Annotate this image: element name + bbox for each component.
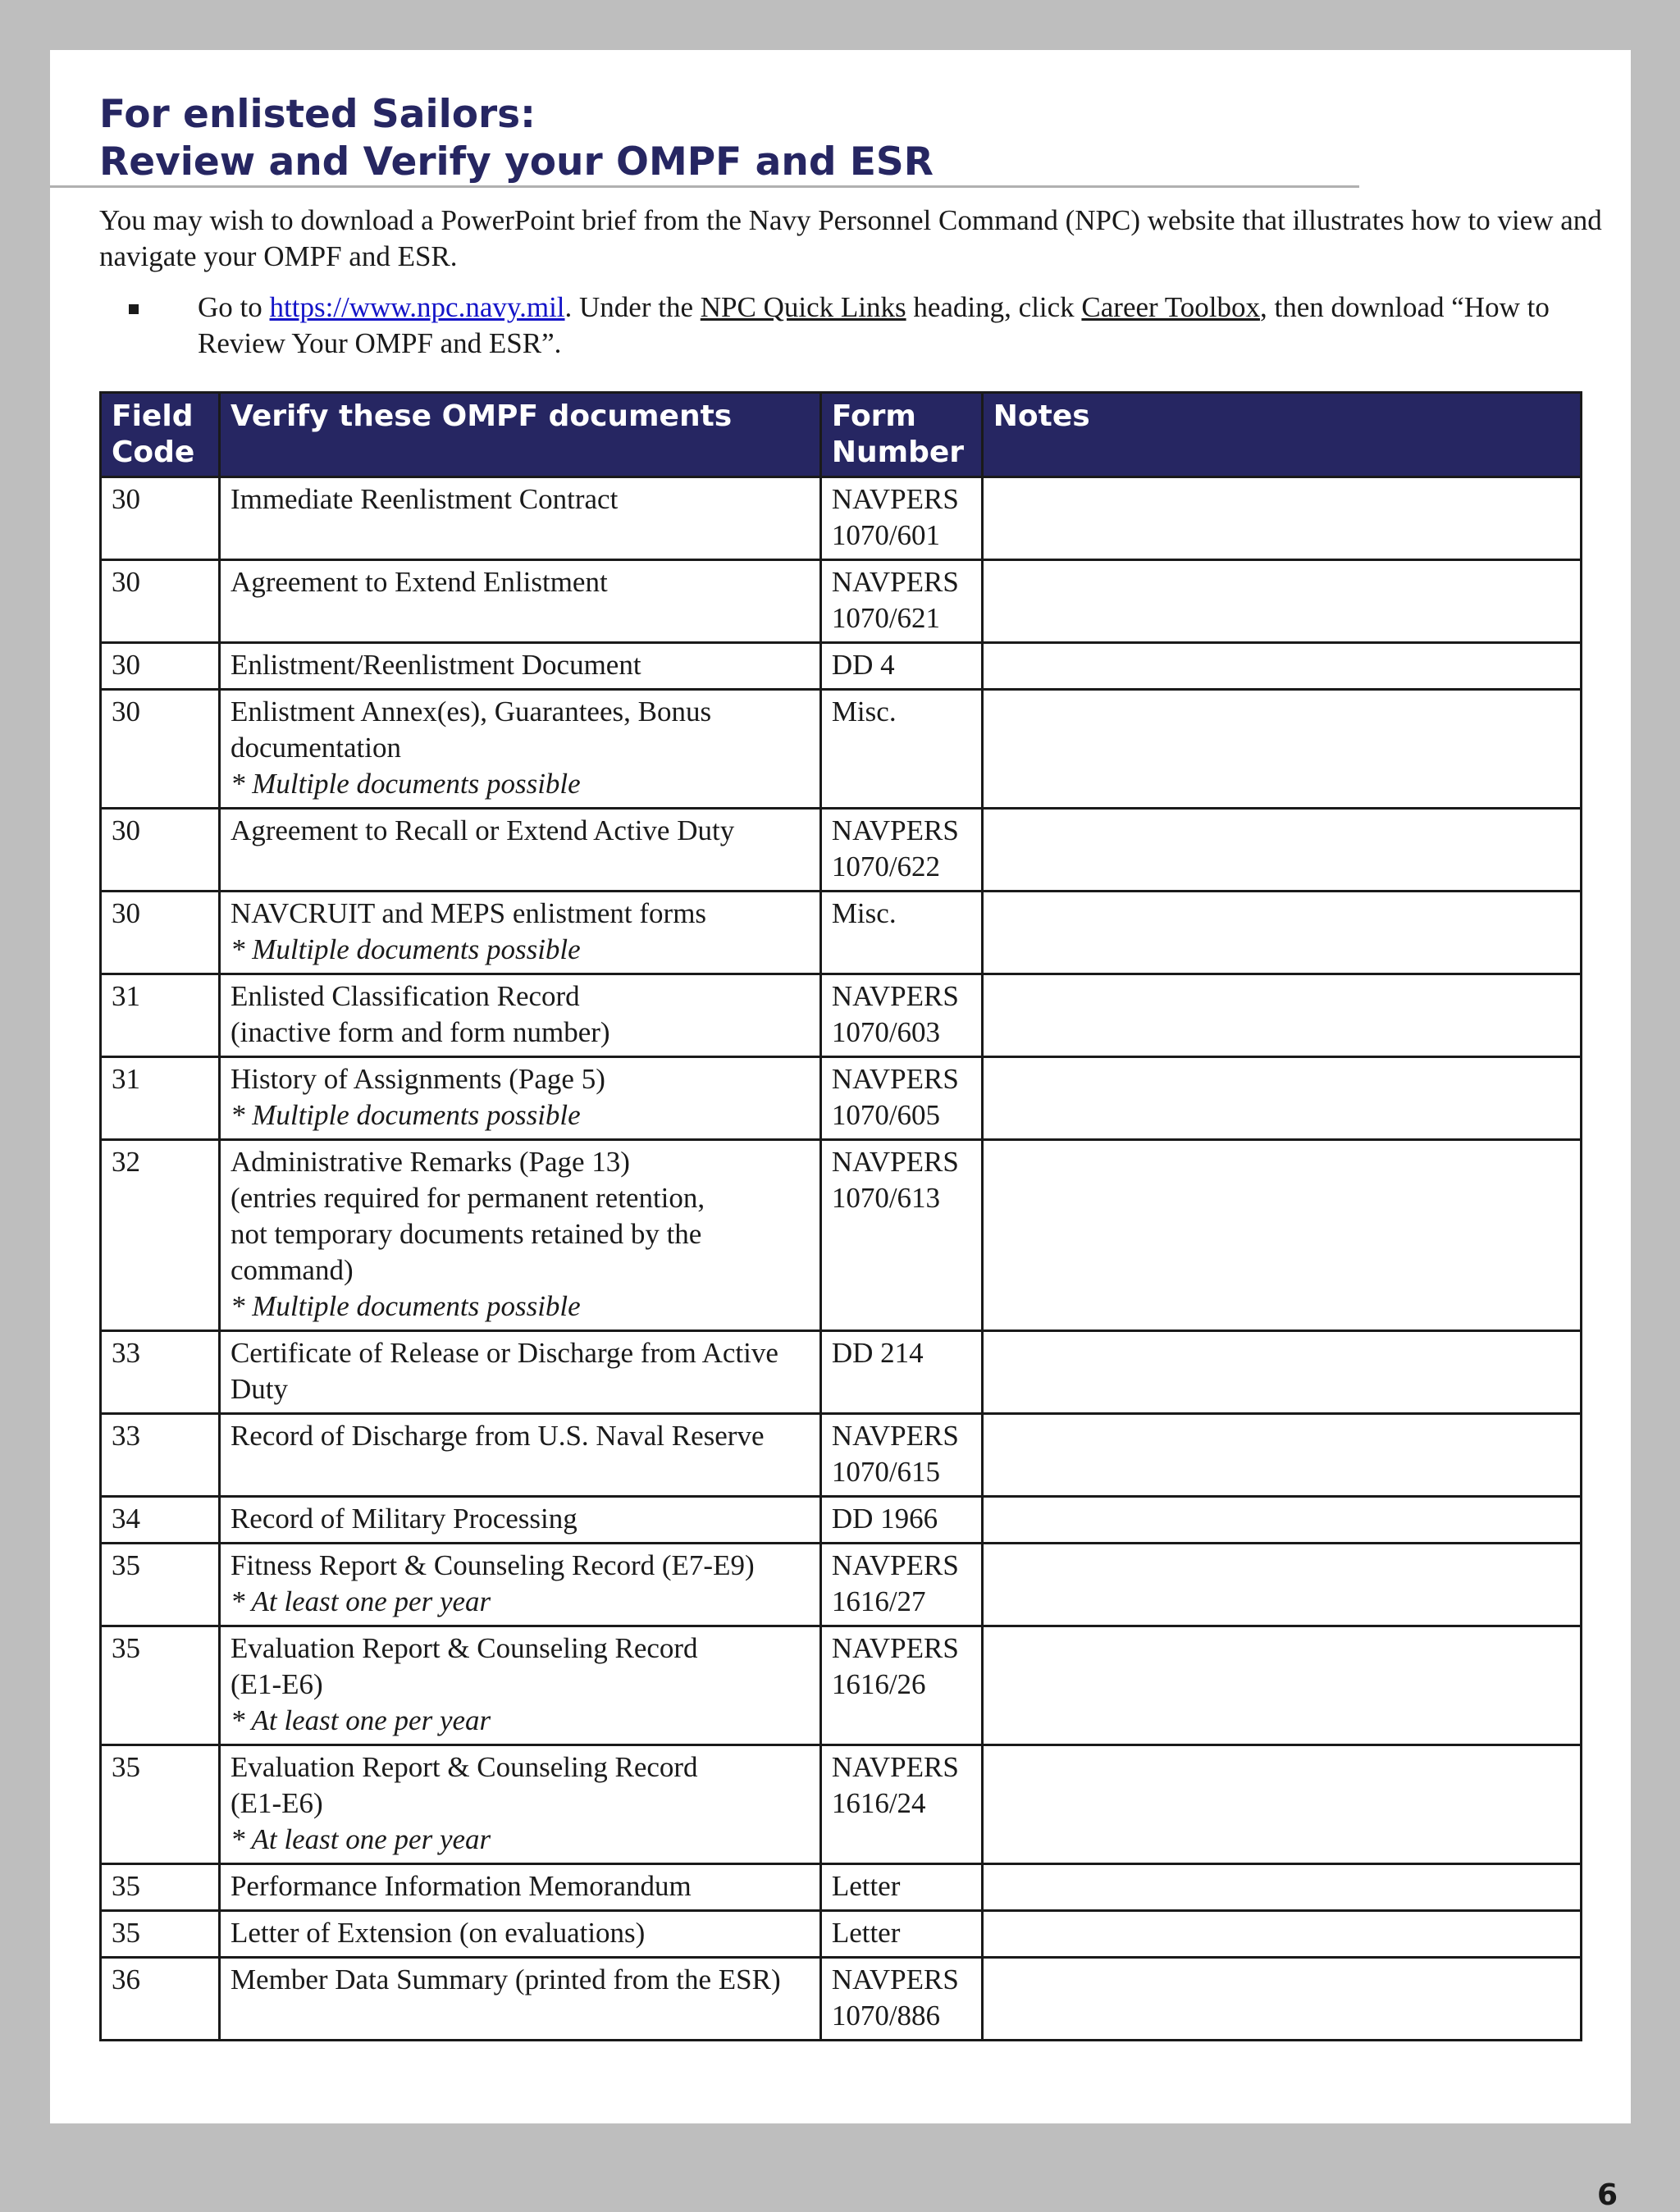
notes-cell[interactable] — [982, 1497, 1581, 1544]
form-number-line: NAVPERS — [831, 980, 959, 1012]
document-name-line: NAVCRUIT and MEPS enlistment forms — [230, 897, 707, 929]
table-row — [101, 809, 1582, 892]
document-note: * At least one per year — [230, 1585, 491, 1617]
field-code-cell: 33 — [101, 1331, 220, 1414]
table-row — [101, 1414, 1582, 1497]
document-cell — [219, 1911, 820, 1958]
document-cell — [219, 1331, 820, 1414]
notes-cell[interactable] — [982, 1331, 1581, 1414]
form-number-cell — [820, 1414, 982, 1497]
document-name-line: Administrative Remarks (Page 13) — [230, 1146, 630, 1178]
document-name-line: documentation — [230, 732, 401, 764]
document-cell — [219, 643, 820, 690]
table-row — [101, 1745, 1582, 1864]
bullet-prefix: Go to — [198, 291, 270, 323]
form-number-line: NAVPERS — [831, 1632, 959, 1664]
document-name-line: Record of Military Processing — [230, 1503, 578, 1535]
document-note: * At least one per year — [230, 1823, 491, 1855]
form-number-line: 1070/605 — [831, 1099, 941, 1131]
form-number-line: NAVPERS — [831, 1146, 959, 1178]
document-cell — [219, 1497, 820, 1544]
form-number-line: 1616/26 — [831, 1668, 926, 1700]
document-page — [50, 50, 1631, 2212]
field-code-cell: 35 — [101, 1911, 220, 1958]
field-code-cell: 33 — [101, 1414, 220, 1497]
table-body — [101, 477, 1582, 2041]
document-note: * Multiple documents possible — [230, 1099, 581, 1131]
form-number-cell — [820, 1331, 982, 1414]
document-cell — [219, 809, 820, 892]
field-code-cell: 30 — [101, 560, 220, 643]
document-note: * Multiple documents possible — [230, 1290, 581, 1322]
form-number-line: NAVPERS — [831, 566, 959, 598]
document-cell — [219, 892, 820, 974]
field-code-cell: 31 — [101, 974, 220, 1057]
document-name-line: History of Assignments (Page 5) — [230, 1063, 605, 1095]
document-name-line: Member Data Summary (printed from the ESR) — [230, 1963, 781, 1995]
title-line-1: For enlisted Sailors: — [99, 92, 536, 137]
document-name-line: Fitness Report & Counseling Record (E7-E9) — [230, 1549, 755, 1581]
document-name-line: Performance Information Memorandum — [230, 1870, 692, 1902]
form-number-cell — [820, 809, 982, 892]
page-number: 6 — [1596, 2178, 1618, 2212]
field-code-cell: 30 — [101, 809, 220, 892]
table-row — [101, 1331, 1582, 1414]
form-number-line: DD 1966 — [831, 1503, 938, 1535]
notes-cell[interactable] — [982, 1057, 1581, 1140]
document-name-line: (E1-E6) — [230, 1787, 323, 1819]
field-code-cell: 36 — [101, 1958, 220, 2041]
title-divider — [50, 185, 1359, 188]
notes-cell[interactable] — [982, 477, 1581, 560]
table-row — [101, 643, 1582, 690]
form-number-line: 1070/603 — [831, 1016, 941, 1048]
form-number-line: NAVPERS — [831, 1963, 959, 1995]
square-bullet-icon — [50, 290, 163, 326]
document-cell — [219, 1958, 820, 2041]
notes-cell[interactable] — [982, 1544, 1581, 1626]
document-name-line: Letter of Extension (on evaluations) — [230, 1917, 646, 1949]
notes-cell[interactable] — [982, 690, 1581, 809]
document-note: * At least one per year — [230, 1704, 491, 1736]
document-cell — [219, 1140, 820, 1331]
npc-quick-links-link[interactable]: NPC Quick Links — [700, 291, 906, 323]
document-note: * Multiple documents possible — [230, 768, 581, 800]
form-number-line: NAVPERS — [831, 814, 959, 846]
career-toolbox-link[interactable]: Career Toolbox — [1081, 291, 1260, 323]
form-number-line: 1616/24 — [831, 1787, 926, 1819]
field-code-cell: 31 — [101, 1057, 220, 1140]
form-number-line: 1070/621 — [831, 602, 941, 634]
table-row — [101, 560, 1582, 643]
document-name-line: not temporary documents retained by the — [230, 1218, 702, 1250]
notes-cell[interactable] — [982, 1864, 1581, 1911]
document-name-line: (inactive form and form number) — [230, 1016, 610, 1048]
document-name-line: Agreement to Extend Enlistment — [230, 566, 608, 598]
form-number-cell — [820, 1544, 982, 1626]
table-row — [101, 1497, 1582, 1544]
bullet-suffix: , then download “How to Review Your OMPF and ESR”. — [198, 291, 1550, 359]
document-name-line: Immediate Reenlistment Contract — [230, 483, 619, 515]
form-number-cell — [820, 1626, 982, 1745]
field-code-cell: 32 — [101, 1140, 220, 1331]
notes-cell[interactable] — [982, 1911, 1581, 1958]
document-name-line: Evaluation Report & Counseling Record — [230, 1632, 698, 1664]
field-code-cell: 35 — [101, 1544, 220, 1626]
form-number-line: 1070/886 — [831, 2000, 941, 2032]
document-cell — [219, 1057, 820, 1140]
form-number-line: Misc. — [831, 696, 897, 727]
table-row — [101, 477, 1582, 560]
form-number-line: 1070/622 — [831, 851, 941, 883]
document-cell — [219, 477, 820, 560]
notes-cell[interactable] — [982, 1958, 1581, 2041]
bullet-item — [163, 290, 1582, 362]
document-note: * Multiple documents possible — [230, 933, 581, 965]
form-number-cell — [820, 974, 982, 1057]
notes-cell[interactable] — [982, 1626, 1581, 1745]
form-number-line: Misc. — [831, 897, 897, 929]
document-name-line: Agreement to Recall or Extend Active Duty — [230, 814, 735, 846]
document-cell — [219, 560, 820, 643]
document-cell — [219, 1864, 820, 1911]
document-cell — [219, 690, 820, 809]
form-number-cell — [820, 690, 982, 809]
form-number-line: NAVPERS — [831, 1549, 959, 1581]
field-code-cell: 30 — [101, 690, 220, 809]
header-documents: Verify these OMPF documents — [219, 393, 820, 477]
bullet-mid-1: . Under the — [564, 291, 701, 323]
notes-cell[interactable] — [982, 560, 1581, 643]
field-code-cell: 30 — [101, 892, 220, 974]
table-row — [101, 974, 1582, 1057]
form-number-line: 1070/615 — [831, 1456, 941, 1488]
form-number-cell — [820, 892, 982, 974]
table-row — [101, 690, 1582, 809]
form-number-line: 1070/601 — [831, 519, 941, 551]
document-cell — [219, 1626, 820, 1745]
document-name-line: Certificate of Release or Discharge from Active — [230, 1337, 778, 1369]
document-name-line: command) — [230, 1254, 354, 1286]
document-name-line: (entries required for permanent retention, — [230, 1182, 705, 1214]
field-code-cell: 35 — [101, 1745, 220, 1864]
notes-cell[interactable] — [982, 1745, 1581, 1864]
table-row — [101, 1626, 1582, 1745]
form-number-line: DD 4 — [831, 649, 895, 681]
document-cell — [219, 1414, 820, 1497]
document-name-line: (E1-E6) — [230, 1668, 323, 1700]
form-number-line: Letter — [831, 1870, 901, 1902]
header-notes: Notes — [982, 393, 1581, 477]
document-cell — [219, 1544, 820, 1626]
notes-cell[interactable] — [982, 643, 1581, 690]
form-number-cell — [820, 1864, 982, 1911]
form-number-line: DD 214 — [831, 1337, 924, 1369]
field-code-cell: 30 — [101, 643, 220, 690]
page-title — [99, 91, 934, 186]
form-number-line: NAVPERS — [831, 483, 959, 515]
form-number-cell — [820, 1140, 982, 1331]
table-header-row — [101, 393, 1582, 477]
form-number-cell — [820, 1745, 982, 1864]
field-code-cell: 34 — [101, 1497, 220, 1544]
notes-cell[interactable] — [982, 1414, 1581, 1497]
table-row — [101, 1911, 1582, 1958]
document-name-line: Enlistment/Reenlistment Document — [230, 649, 641, 681]
form-number-cell — [820, 1057, 982, 1140]
document-name-line: Enlistment Annex(es), Guarantees, Bonus — [230, 696, 712, 727]
field-code-cell: 30 — [101, 477, 220, 560]
table-row — [101, 1864, 1582, 1911]
field-code-cell: 35 — [101, 1864, 220, 1911]
notes-cell[interactable] — [982, 809, 1581, 892]
form-number-line: NAVPERS — [831, 1063, 959, 1095]
document-name-line: Evaluation Report & Counseling Record — [230, 1751, 698, 1783]
field-code-cell: 35 — [101, 1626, 220, 1745]
table-row — [101, 892, 1582, 974]
title-line-2: Review and Verify your OMPF and ESR — [99, 139, 934, 185]
form-number-cell — [820, 1497, 982, 1544]
notes-cell[interactable] — [982, 974, 1581, 1057]
document-name-line: Enlisted Classification Record — [230, 980, 580, 1012]
document-name-line: Record of Discharge from U.S. Naval Reserve — [230, 1420, 765, 1452]
bullet-text — [163, 290, 1582, 362]
form-number-cell — [820, 643, 982, 690]
form-number-cell — [820, 477, 982, 560]
form-number-line: 1616/27 — [831, 1585, 926, 1617]
table-row — [101, 1057, 1582, 1140]
npc-website-link[interactable]: https://www.npc.navy.mil — [269, 291, 565, 323]
form-number-line: NAVPERS — [831, 1420, 959, 1452]
form-number-cell — [820, 1958, 982, 2041]
intro-paragraph: You may wish to download a PowerPoint brief from the Navy Personnel Command (NPC) website that illustrates how to view and navigate your OMPF and ESR. — [99, 204, 1602, 272]
table-row — [101, 1958, 1582, 2041]
notes-cell[interactable] — [982, 892, 1581, 974]
form-number-line: Letter — [831, 1917, 901, 1949]
ompf-documents-table — [99, 391, 1582, 2041]
form-number-cell — [820, 560, 982, 643]
form-number-cell — [820, 1911, 982, 1958]
header-field-code: Field Code — [101, 393, 220, 477]
table-row — [101, 1544, 1582, 1626]
form-number-line: NAVPERS — [831, 1751, 959, 1783]
form-number-line: 1070/613 — [831, 1182, 941, 1214]
table-row — [101, 1140, 1582, 1331]
notes-cell[interactable] — [982, 1140, 1581, 1331]
document-cell — [219, 1745, 820, 1864]
bullet-mid-2: heading, click — [906, 291, 1082, 323]
document-name-line: Duty — [230, 1373, 288, 1405]
header-form-number: Form Number — [820, 393, 982, 477]
document-cell — [219, 974, 820, 1057]
